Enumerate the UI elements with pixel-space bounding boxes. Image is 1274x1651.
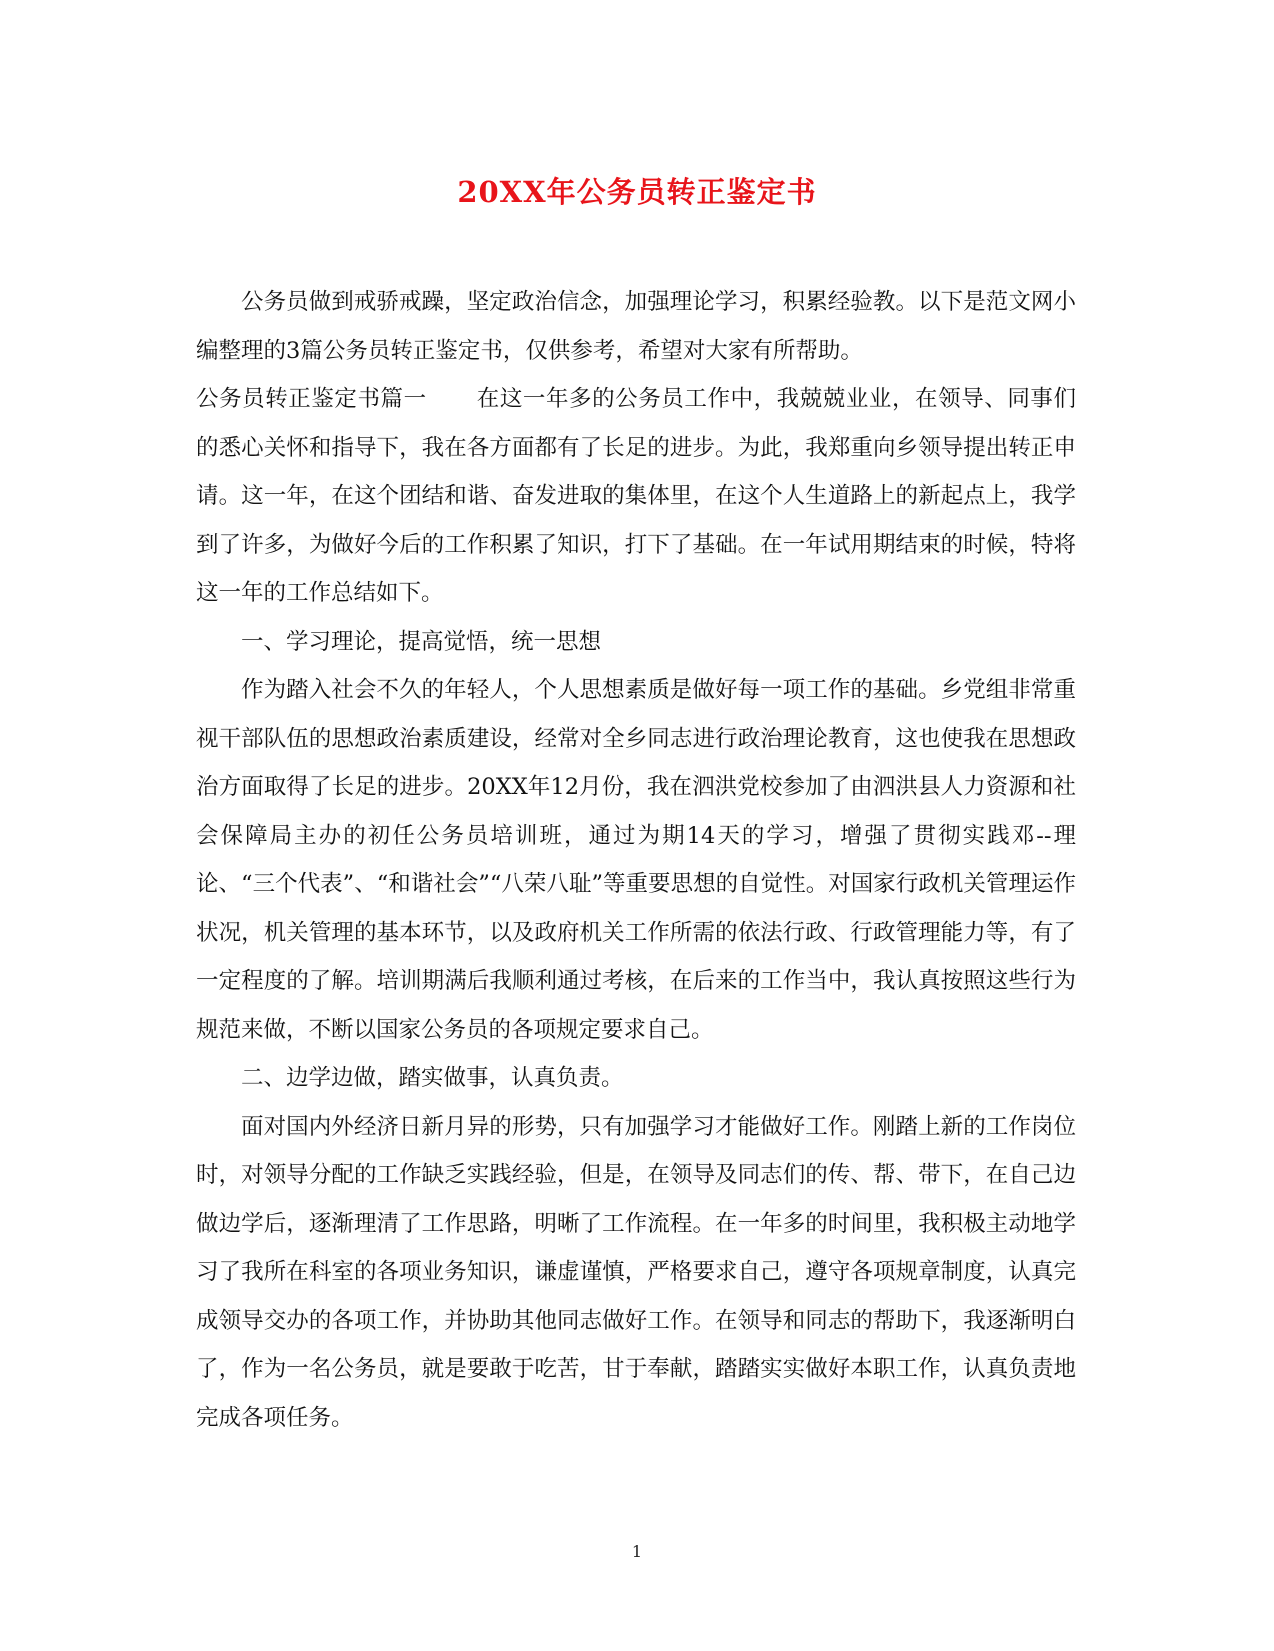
heading-one: 一、学习理论，提高觉悟，统一思想 xyxy=(241,628,602,655)
page-number: 1 xyxy=(631,1542,643,1561)
document-title: 20XX年公务员转正鉴定书 xyxy=(457,175,817,209)
section-one-paragraph xyxy=(196,375,1076,618)
section-one-text: 在这一年多的公务员工作中，我兢兢业业，在领导、同事们的悉心关怀和指导下，我在各方面都有了长足的进步。为此，我郑重向乡领导提出转正申请。这一年，在这个团结和谐、奋发进取的集体里，在这个人生道路上的新起点上，我学到了许多，为做好今后的工作积累了知识，打下了基础。在一年试用期结束的时候，特将这一年的工作总结如下。 xyxy=(196,386,1076,606)
heading-two: 二、边学边做，踏实做事，认真负责。 xyxy=(241,1065,624,1091)
section-label: 公务员转正鉴定书篇一 xyxy=(196,386,427,412)
paragraph-three: 面对国内外经济日新月异的形势，只有加强学习才能做好工作。刚踏上新的工作岗位时，对领导分配的工作缺乏实践经验，但是，在领导及同志们的传、帮、带下，在自己边做边学后，逐渐理清了工作思路，明晰了工作流程。在一年多的时间里，我积极主动地学习了我所在科室的各项业务知识，谦虚谨慎，严格要求自己，遵守各项规章制度，认真完成领导交办的各项工作，并协助其他同志做好工作。在领导和同志的帮助下，我逐渐明白了，作为一名公务员，就是要敢于吃苦，甘于奉献，踏踏实实做好本职工作，认真负责地完成各项任务。 xyxy=(196,1113,1076,1431)
intro-paragraph: 公务员做到戒骄戒躁，坚定政治信念，加强理论学习，积累经验教。以下是范文网小编整理的3篇公务员转正鉴定书，仅供参考，希望对大家有所帮助。 xyxy=(196,289,1076,364)
document-body xyxy=(196,278,1076,1442)
paragraph-two: 作为踏入社会不久的年轻人，个人思想素质是做好每一项工作的基础。乡党组非常重视干部队伍的思想政治素质建设，经常对全乡同志进行政治理论教育，这也使我在思想政治方面取得了长足的进步。20XX年12月份，我在泗洪党校参加了由泗洪县人力资源和社会保障局主办的初任公务员培训班，通过为期14天的学习，增强了贯彻实践邓--理论、“三个代表”、“和谐社会”“八荣八耻”等重要思想的自觉性。对国家行政机关管理运作状况，机关管理的基本环节，以及政府机关工作所需的依法行政、行政管理能力等，有了一定程度的了解。培训期满后我顺利通过考核，在后来的工作当中，我认真按照这些行为规范来做，不断以国家公务员的各项规定要求自己。 xyxy=(196,677,1076,1043)
